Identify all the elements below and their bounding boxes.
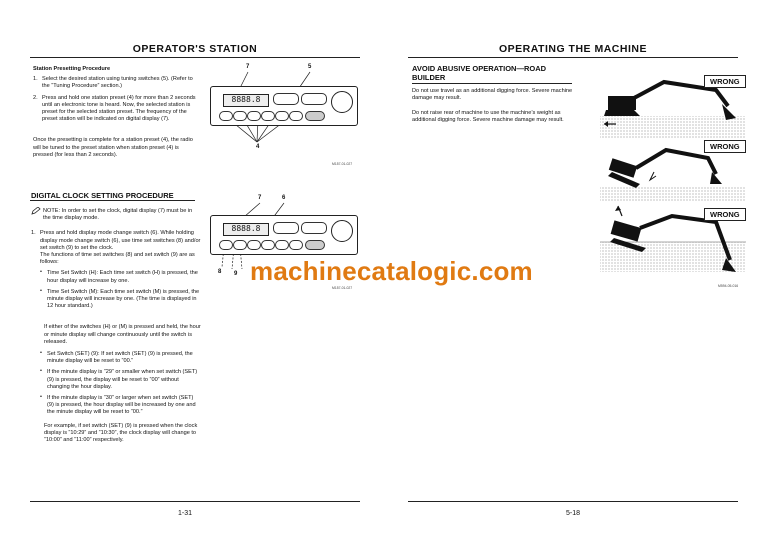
preset-button xyxy=(275,240,289,250)
radio-button xyxy=(301,93,327,105)
radio-lcd: 8888.8 xyxy=(223,94,269,107)
callout-5: 5 xyxy=(308,64,312,70)
right-header-rule xyxy=(408,57,738,58)
clock-bullet-m: • Time Set Switch (M): Each time set switch (M) is pressed, the minute display will increase by one. (The time is displayed in 12 hour standard.) xyxy=(40,287,200,310)
wrong-label-2: WRONG xyxy=(704,140,746,153)
radio-button xyxy=(305,111,325,121)
preset-button xyxy=(247,240,261,250)
preset-button xyxy=(261,111,275,121)
right-page-number: 5-18 xyxy=(566,510,581,517)
preset-button xyxy=(247,111,261,121)
preset-button xyxy=(219,111,233,121)
abuse-para-1: Do not use travel as an additional digging force. Severe machine damage may result. xyxy=(412,88,573,102)
clock-bullet-30: • If the minute display is “30” or larger when set switch (SET) (9) is pressed, the hour display will be increased by one and the minute display will be reset to “00.” xyxy=(40,394,196,416)
clock-hold-para: If either of the switches (H) or (M) is pressed and held, the hour or minute display will change continuously until the switch is released. xyxy=(44,324,201,345)
preset-button xyxy=(233,240,247,250)
clock-heading: DIGITAL CLOCK SETTING PROCEDURE xyxy=(31,191,174,200)
preset-step-1: 1. Select the desired station using tuning switches (5). (Refer to the “Tuning Procedure” section.) xyxy=(33,76,193,90)
preset-after-text: Once the presetting is complete for a station preset (4), the radio will be tuned to the preset station when station preset (4) is pressed (for less than 2 seconds). xyxy=(33,137,193,158)
radio-knob xyxy=(331,220,353,242)
right-footer-rule xyxy=(408,501,738,502)
station-preset-section xyxy=(33,66,198,159)
excavator-illustration xyxy=(596,76,748,286)
note-pencil-icon xyxy=(31,207,41,215)
right-page-header: OPERATING THE MACHINE xyxy=(499,43,647,55)
callout-6: 6 xyxy=(282,195,286,201)
abuse-heading: AVOID ABUSIVE OPERATION—ROAD BUILDER xyxy=(412,64,547,82)
radio-unit xyxy=(210,215,358,255)
left-footer-rule xyxy=(30,501,360,502)
callout-7: 7 xyxy=(246,64,250,70)
abuse-heading-rule xyxy=(412,83,572,84)
radio-figure-1 xyxy=(200,62,362,174)
clock-note: NOTE: In order to set the clock, digital display (7) must be in the time display mode. xyxy=(31,208,201,222)
clock-bullet-29: • If the minute display is “29” or smaller when set switch (SET) (9) is pressed, the display will be reset to “00” without changing the hour display. xyxy=(40,368,198,390)
clock-step-1b: The functions of time set switches (8) and set switch (9) are as follows: xyxy=(40,252,195,266)
abuse-para-2: Do not raise rear of machine to use the machine’s weight as additional digging force. Severe machine damage may result. xyxy=(412,110,564,124)
radio-button xyxy=(273,222,299,234)
preset-button xyxy=(261,240,275,250)
radio-button xyxy=(301,222,327,234)
clock-heading-rule xyxy=(30,200,195,201)
left-page-number: 1-31 xyxy=(178,510,193,517)
callout-9: 9 xyxy=(234,271,238,277)
preset-button xyxy=(219,240,233,250)
clock-step-1: 1. Press and hold display mode change switch (6). While holding display mode change switch (6), use time set switches (8) and/or set switch (9) to set the clock. xyxy=(31,230,201,251)
radio-unit xyxy=(210,86,358,126)
clock-bullet-set: • Set Switch (SET) (9): If set switch (SET) (9) is pressed, the minute display will be reset to “00.” xyxy=(40,350,193,365)
clock-example: For example, if set switch (SET) (9) is pressed when the clock display is “10:29” and “10:30”, the clock display will change to “10:00” and “11:00” respectively. xyxy=(44,422,198,444)
preset-step-2: 2. Press and hold one station preset (4) for more than 2 seconds until an electronic tone is heard. Now, the selected station is preset for the selected station preset. The frequency of the preset station will be indicated on digital display (7). xyxy=(33,94,196,123)
radio-lcd: 8888.8 xyxy=(223,223,269,236)
clock-bullet-h: • Time Set Switch (H): Each time set switch (H) is pressed, the hour display will increase by one. xyxy=(40,269,198,284)
preset-button xyxy=(289,111,303,121)
clock-section xyxy=(31,208,201,444)
figure-code-1: M157-01-027 xyxy=(332,162,353,166)
figure-code-2: M157-01-027 xyxy=(332,286,353,290)
preset-button xyxy=(289,240,303,250)
left-page-header: OPERATOR'S STATION xyxy=(132,43,258,55)
radio-knob xyxy=(331,91,353,113)
callout-4: 4 xyxy=(256,144,260,150)
station-preset-heading: Station Presetting Procedure xyxy=(33,66,111,72)
callout-8: 8 xyxy=(218,269,222,275)
left-header-rule xyxy=(30,57,360,58)
wrong-label-1: WRONG xyxy=(704,75,746,88)
radio-button xyxy=(273,93,299,105)
preset-button xyxy=(275,111,289,121)
watermark-text: machinecatalogic.com xyxy=(250,256,533,286)
wrong-label-3: WRONG xyxy=(704,208,746,221)
radio-button xyxy=(305,240,325,250)
callout-7: 7 xyxy=(258,195,262,201)
preset-button xyxy=(233,111,247,121)
right-figure-code: M594-05-016 xyxy=(718,284,739,288)
